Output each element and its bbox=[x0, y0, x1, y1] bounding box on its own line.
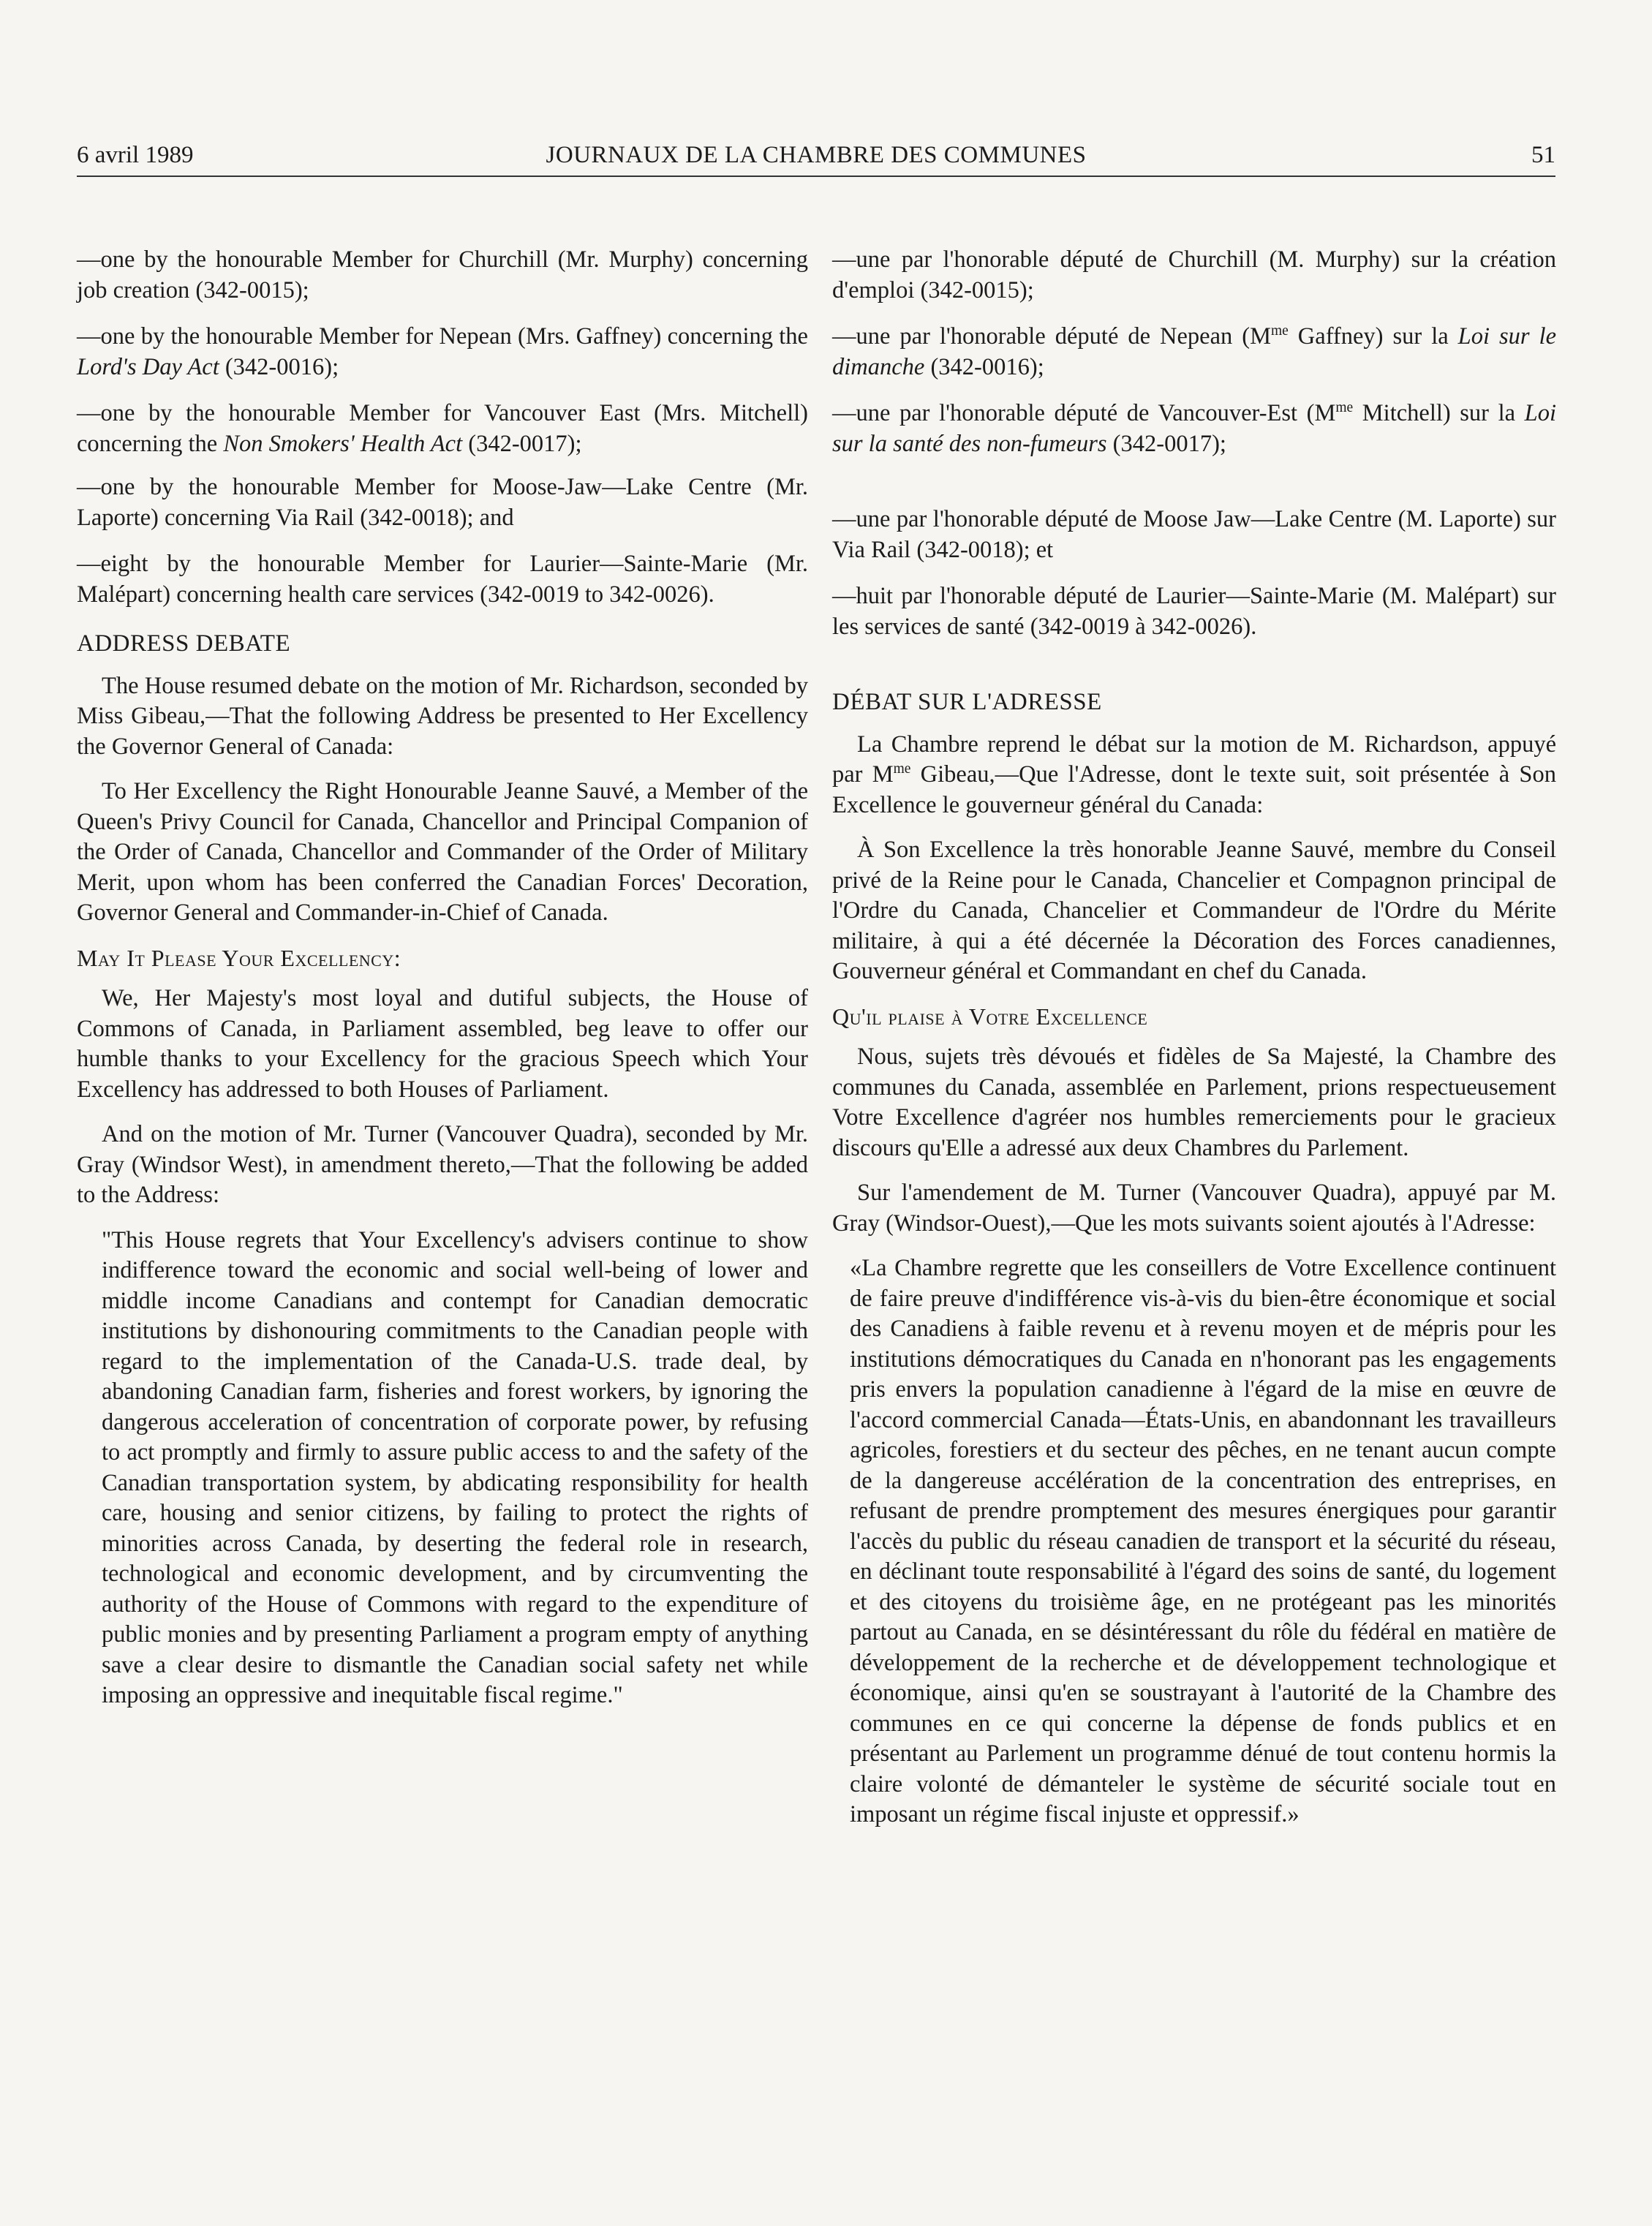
petition-item: —une par l'honorable député de Nepean ($M^{me}$ Gaffney) sur la Loi sur le dimanche (342-0016); bbox=[832, 323, 1556, 380]
salutation: Qu'il plaise à Votre Excellence bbox=[832, 1003, 1148, 1030]
paragraph: Nous, sujets très dévoués et fidèles de Sa Majesté, la Chambre des communes du Canada, assemblée en Parlement, prions respectueusement Votre Excellence d'agréer nos humbles remerciements pour le gracieux discours qu'Elle a adressé aux deux Chambres du Parlement. bbox=[832, 1044, 1556, 1161]
header-date: 6 avril 1989 bbox=[77, 142, 194, 168]
section-heading: DÉBAT SUR L'ADRESSE bbox=[832, 689, 1102, 715]
french-column bbox=[832, 245, 1556, 1845]
amendment-quote: "This House regrets that Your Excellency's advisers continue to show indifference toward the economic and social well-being of lower and middle income Canadians and contempt for Canadian democratic institutions by dishonouring commitments to the Canadian people with regard to the implementation of the Canada-U.S. trade deal, by abandoning Canadian farm, fisheries and forest workers, by ignoring the dangerous acceleration of concentration of corporate power, by refusing to act promptly and firmly to assure public access to and the safety of the Canadian transportation system, by abdicating responsibility for health care, housing and senior citizens, by failing to protect the rights of minorities across Canada, by deserting the federal role in research, technological and economic development, and by circumventing the authority of the House of Commons with regard to the expenditure of public monies and by presenting Parliament a program empty of anything save a clear desire to dismantle the Canadian social safety net while imposing an oppressive and inequitable fiscal regime." bbox=[102, 1226, 808, 1708]
paragraph: La Chambre reprend le débat sur la motion de M. Richardson, appuyé par $M^{me}$ Gibeau,—Que l'Adresse, dont le texte suit, soit présentée à Son Excellence le gouverneur général du Canada: bbox=[832, 731, 1556, 818]
petition-item: —une par l'honorable député de Churchill (M. Murphy) sur la création d'emploi (342-0015); bbox=[832, 246, 1556, 303]
page-header bbox=[77, 139, 1555, 177]
petition-item: —one by the honourable Member for Moose-Jaw—Lake Centre (Mr. Laporte) concerning Via Rail (342-0018); and bbox=[77, 474, 808, 531]
paragraph: À Son Excellence la très honorable Jeanne Sauvé, membre du Conseil privé de la Reine pour le Canada, Chancelier et Compagnon principal de l'Ordre du Canada, Chancelier et Commandeur de l'Ordre du Mérite militaire, à qui a été décernée la Décoration des Forces canadiennes, Gouverneur général et Commandant en chef du Canada. bbox=[832, 837, 1556, 984]
paragraph: Sur l'amendement de M. Turner (Vancouver Quadra), appuyé par M. Gray (Windsor-Ouest),—Que les mots suivants soient ajoutés à l'Adresse: bbox=[832, 1180, 1556, 1237]
paragraph: We, Her Majesty's most loyal and dutiful subjects, the House of Commons of Canada, in Parliament assembled, beg leave to offer our humble thanks to your Excellency for the gracious Speech which Your Excellency has addressed to both Houses of Parliament. bbox=[77, 985, 808, 1103]
salutation: May It Please Your Excellency: bbox=[77, 944, 401, 971]
petition-item: —eight by the honourable Member for Laurier—Sainte-Marie (Mr. Malépart) concerning health care services (342-0019 to 342-0026). bbox=[77, 551, 808, 608]
paragraph: And on the motion of Mr. Turner (Vancouver Quadra), seconded by Mr. Gray (Windsor West), in amendment thereto,—That the following be added to the Address: bbox=[77, 1121, 808, 1208]
amendment-quote: «La Chambre regrette que les conseillers de Votre Excellence continuent de faire preuve d'indifférence vis-à-vis du bien-être économique et social des Canadiens à faible revenu et à revenu moyen et de mépris pour les institutions démocratiques du Canada en n'honorant pas les engagements pris envers la population canadienne à l'égard de la mise en œuvre de l'accord commercial Canada—États-Unis, en abandonnant les travailleurs agricoles, forestiers et du secteur des pêches, en ne tenant aucun compte de la dangereuse accélération de la concentration des entreprises, en refusant de prendre promptement des mesures énergiques pour garantir l'accès du public du réseau canadien de transport et la sécurité du réseau, en déclinant toute responsabilité à l'égard des soins de santé, du logement et des citoyens du troisième âge, en ne protégeant pas les minorités partout au Canada, en se désintéressant du rôle du fédéral en matière de développement de la recherche et de développement technologique et économique, ainsi qu'en se soustrayant à l'autorité de la Chambre des communes en ce qui concerne la dépense de fonds publics et en présentant au Parlement un programme dénué de tout contenu hormis la claire volonté de démanteler le système de sécurité sociale tout en imposant un régime fiscal injuste et oppressif.» bbox=[850, 1255, 1556, 1827]
petition-item: —une par l'honorable député de Moose Jaw—Lake Centre (M. Laporte) sur Via Rail (342-0018); et bbox=[832, 506, 1556, 563]
section-heading: ADDRESS DEBATE bbox=[77, 630, 291, 657]
english-column bbox=[77, 245, 808, 1726]
paragraph: The House resumed debate on the motion of Mr. Richardson, seconded by Miss Gibeau,—That the following Address be presented to Her Excellency the Governor General of Canada: bbox=[77, 672, 808, 760]
petition-item: —une par l'honorable député de Vancouver-Est ($M^{me}$ Mitchell) sur la Loi sur la santé des non-fumeurs (342-0017); bbox=[832, 400, 1556, 457]
petition-item: —one by the honourable Member for Nepean (Mrs. Gaffney) concerning the Lord's Day Act (342-0016); bbox=[77, 323, 808, 380]
petition-item: —one by the honourable Member for Vancouver East (Mrs. Mitchell) concerning the Non Smokers' Health Act (342-0017); bbox=[77, 400, 808, 457]
petition-item: —huit par l'honorable député de Laurier—Sainte-Marie (M. Malépart) sur les services de santé (342-0019 à 342-0026). bbox=[832, 583, 1556, 640]
page-number: 51 bbox=[1531, 142, 1555, 168]
paragraph: To Her Excellency the Right Honourable Jeanne Sauvé, a Member of the Queen's Privy Council for Canada, Chancellor and Principal Companion of the Order of Canada, Chancellor and Commander of the Order of Military Merit, upon whom has been conferred the Canadian Forces' Decoration, Governor General and Commander-in-Chief of Canada. bbox=[77, 778, 808, 926]
petition-item: —one by the honourable Member for Churchill (Mr. Murphy) concerning job creation (342-0015); bbox=[77, 246, 808, 303]
header-title: JOURNAUX DE LA CHAMBRE DES COMMUNES bbox=[546, 142, 1087, 168]
